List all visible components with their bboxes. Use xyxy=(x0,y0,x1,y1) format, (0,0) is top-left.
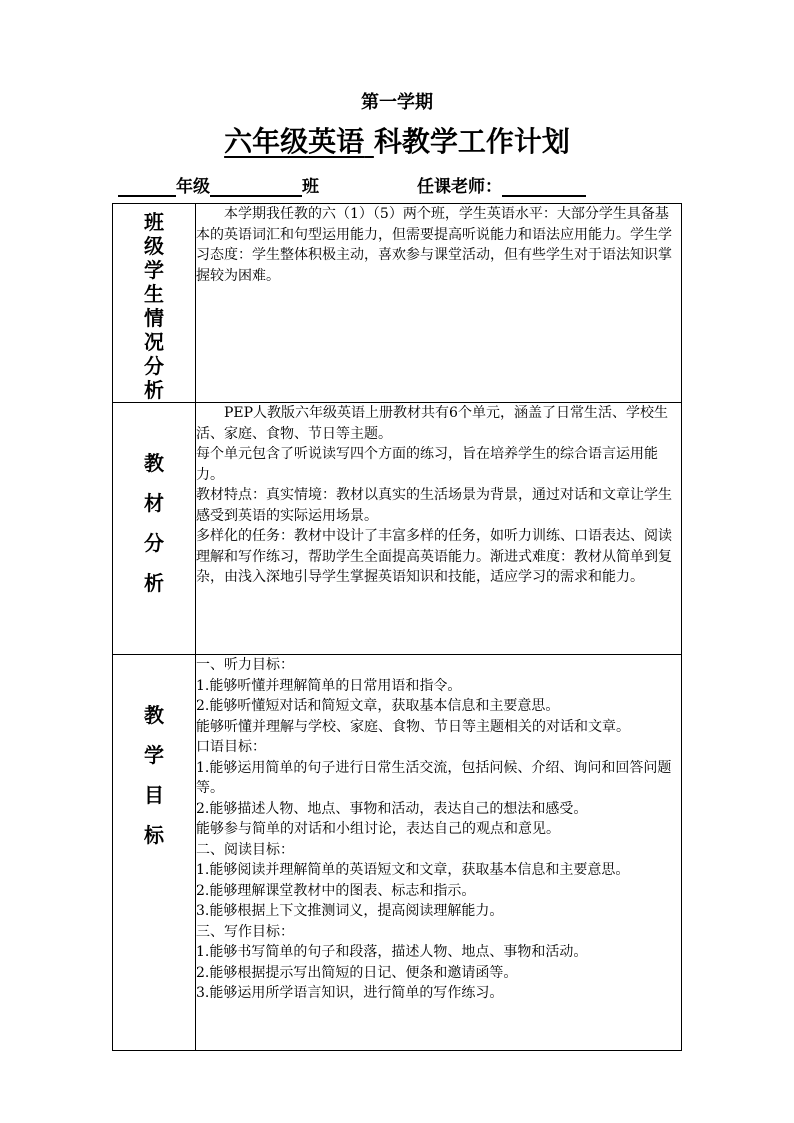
title-rest: 科教学工作计划 xyxy=(373,125,570,158)
info-line xyxy=(118,172,718,198)
grade-label: 年级 xyxy=(176,177,210,197)
student-analysis-label: 班 级 学 生 情 况 分 析 xyxy=(144,210,164,402)
textbook-paragraph: 教材特点：真实情境：教材以真实的生活场景为背景，通过对话和文章让学生感受到英语的实际运用场景。 xyxy=(196,487,672,524)
teacher-label: 任课老师： xyxy=(417,177,502,197)
grade-blank xyxy=(118,177,176,197)
textbook-paragraph: PEP人教版六年级英语上册教材共有6个单元，涵盖了日常生活、学校生活、家庭、食物、节日等主题。 xyxy=(196,405,668,442)
goal-line: 口语目标： xyxy=(196,739,266,755)
goal-line: 1.能够运用简单的句子进行日常生活交流，包括问候、介绍、询问和回答问题等。 xyxy=(196,759,672,796)
student-analysis-paragraph: 本学期我任教的六（1）（5）两个班，学生英语水平：大部分学生具备基本的英语词汇和句型运用能力，但需要提高听说能力和语法应用能力。学生学习态度：学生整体积极主动，喜欢参与课堂活动，但有些学生对于语法知识掌握较为困难。 xyxy=(196,206,672,284)
textbook-analysis-label: 教 材 分 析 xyxy=(144,451,164,595)
teacher-blank xyxy=(502,177,586,197)
class-blank xyxy=(210,177,302,197)
title-subject: 六年级英语 xyxy=(224,125,365,158)
goal-line: 三、写作目标： xyxy=(196,923,294,940)
semester-heading: 第一学期 xyxy=(361,92,433,113)
student-analysis-label-cell xyxy=(113,204,196,403)
textbook-paragraph: 多样化的任务：教材中设计了丰富多样的任务，如听力训练、口语表达、阅读理解和写作练习，帮助学生全面提高英语能力。渐进式难度：教材从简单到复杂，由浅入深地引导学生掌握英语知识和技能，适应学习的需求和能力。 xyxy=(196,528,672,585)
goal-line: 二、阅读目标： xyxy=(196,841,294,858)
goal-line: 1.能够听懂并理解简单的日常用语和指令。 xyxy=(196,677,462,694)
teaching-goals-row xyxy=(113,655,682,1051)
goal-line: 3.能够运用所学语言知识，进行简单的写作练习。 xyxy=(196,985,504,1001)
class-label: 班 xyxy=(302,177,319,197)
textbook-analysis-row xyxy=(113,403,682,655)
document-title xyxy=(0,124,794,160)
goal-line: 能够参与简单的对话和小组讨论，表达自己的观点和意见。 xyxy=(196,821,560,837)
plan-table xyxy=(112,203,682,1051)
teaching-goals-content xyxy=(196,655,682,1051)
teaching-goals-label-cell xyxy=(113,655,196,1051)
student-analysis-content xyxy=(196,204,682,403)
textbook-analysis-label-cell xyxy=(113,403,196,655)
goal-line: 2.能够听懂短对话和简短文章，获取基本信息和主要意思。 xyxy=(196,698,560,714)
goal-line: 3.能够根据上下文推测词义，提高阅读理解能力。 xyxy=(196,903,504,919)
teaching-goals-label: 教 学 目 标 xyxy=(144,703,164,847)
goal-line: 能够听懂并理解与学校、家庭、食物、节日等主题相关的对话和文章。 xyxy=(196,718,630,735)
goal-line: 1.能够阅读并理解简单的英语短文和文章，获取基本信息和主要意思。 xyxy=(196,862,630,878)
goal-line: 2.能够描述人物、地点、事物和活动，表达自己的想法和感受。 xyxy=(196,800,588,817)
textbook-paragraph: 每个单元包含了听说读写四个方面的练习，旨在培养学生的综合语言运用能力。 xyxy=(196,446,658,483)
student-analysis-row xyxy=(113,204,682,403)
goal-line: 2.能够理解课堂教材中的图表、标志和指示。 xyxy=(196,882,476,899)
goal-line: 2.能够根据提示写出简短的日记、便条和邀请函等。 xyxy=(196,964,518,981)
goal-line: 1.能够书写简单的句子和段落，描述人物、地点、事物和活动。 xyxy=(196,944,588,960)
textbook-analysis-content xyxy=(196,403,682,655)
goal-line: 一、听力目标： xyxy=(196,657,294,673)
